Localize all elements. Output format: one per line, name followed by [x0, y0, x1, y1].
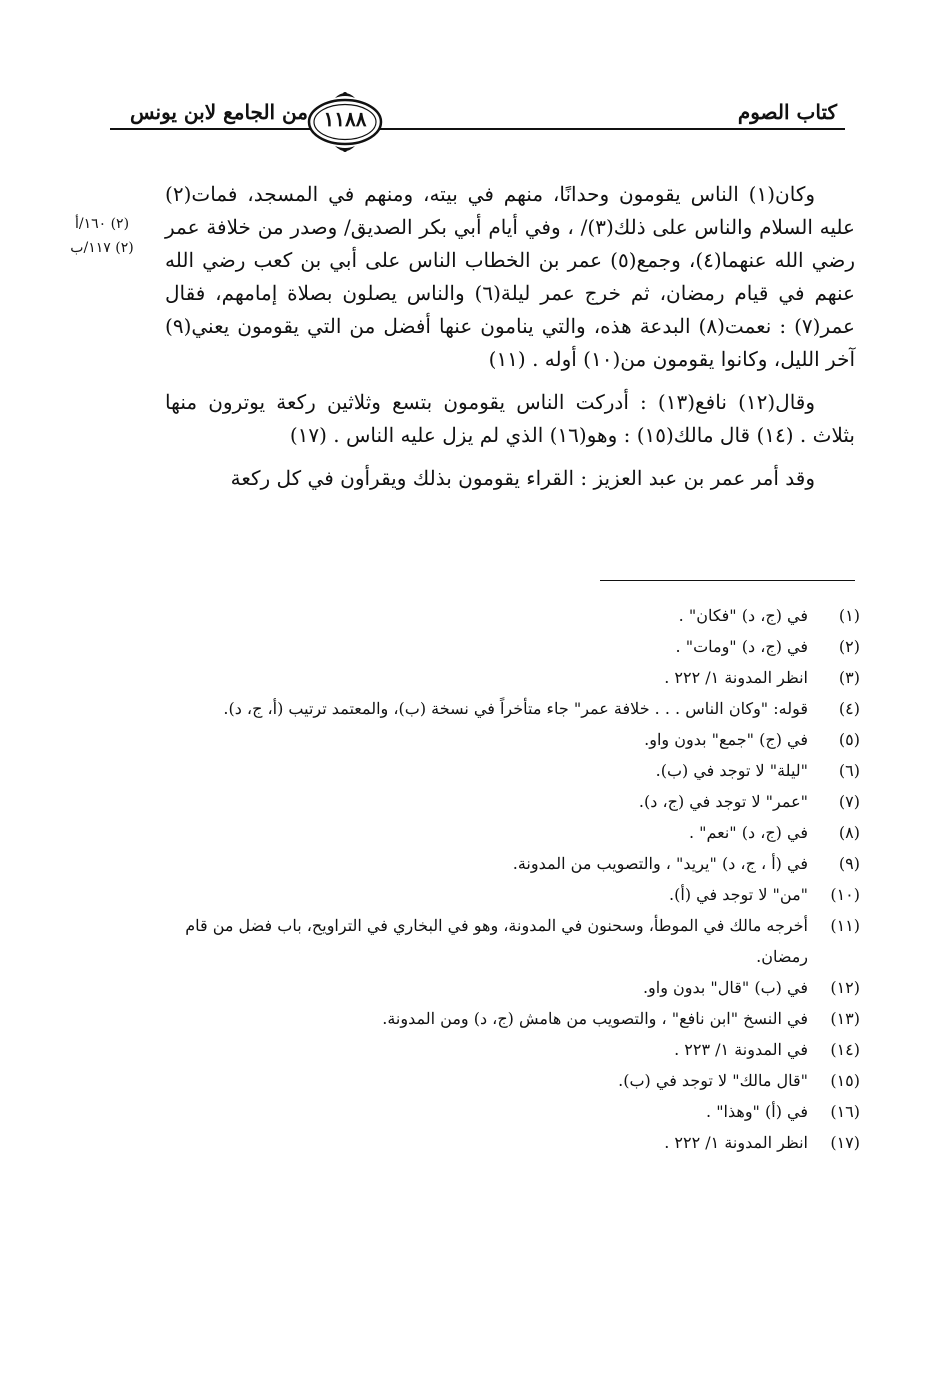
footnote-number: (١٧): [830, 1133, 860, 1152]
footnote-number: (١٦): [830, 1102, 860, 1121]
footnote-number: (١٠): [830, 885, 860, 904]
main-text: [165, 178, 855, 505]
footnote-text: في (ج، د) "نعم" .: [688, 823, 808, 842]
footnote-text: "قال مالك" لا توجد في (ب).: [618, 1071, 808, 1090]
footnote-text: في (ج، د) "فكان" .: [678, 606, 808, 625]
footnote-text: "ليلة" لا توجد في (ب).: [655, 761, 808, 780]
paragraph-2: وقال(١٢) نافع(١٣) : أدركت الناس يقومون بتسع وثلاثين ركعة يوترون منها بثلاث . (١٤) قال مالك(١٥) : وهو(١٦) الذي لم يزل عليه الناس . (١٧): [165, 390, 855, 447]
footnote-number: (١): [838, 606, 860, 625]
page-number-medallion: [300, 86, 390, 156]
footnote-text: في النسخ "ابن نافع" ، والتصويب من هامش (ج، د) ومن المدونة.: [382, 1009, 808, 1028]
footnote-text: قوله: "وكان الناس . . . خلافة عمر" جاء متأخراً في نسخة (ب)، والمعتمد ترتيب (أ، ج، د).: [223, 699, 808, 718]
paragraph-1: وكان(١) الناس يقومون وحدانًا، منهم في بيته، ومنهم في المسجد، فمات(٢) عليه السلام والناس على ذلك(٣)/ ، وفي أيام أبي بكر الصديق/ وصدر من خلافة عمر رضي الله عنهما(٤)، وجمع(٥) عمر بن الخطاب الناس على أبي بن كعب رضي الله عنهم في قيام رمضان، ثم خرج عمر ليلة(٦) والناس يصلون بصلاة إمامهم، فقال عمر(٧) : نعمت(٨) البدعة هذه، والتي ينامون عنها أفضل من التي يقومون يعني(٩) آخر الليل، وكانوا يقومون من(١٠) أوله . (١١): [165, 182, 855, 371]
footnote-2: [160, 631, 860, 662]
footnote-12: [160, 972, 860, 1003]
footnote-text: "من" لا توجد في (أ).: [669, 885, 808, 904]
footnote-text: أخرجه مالك في الموطأ، وسحنون في المدونة، وهو في البخاري في التراويح، باب فضل من قام رمضان.: [185, 916, 808, 966]
footnotes-list: [160, 600, 860, 1158]
margin-ref-line-2: (٢) ١١٧/ب: [70, 240, 134, 256]
footnote-number: (١٥): [830, 1071, 860, 1090]
footnote-4: [160, 693, 860, 724]
footnote-number: (١٢): [830, 978, 860, 997]
footnote-text: في المدونة ١/ ٢٢٣ .: [674, 1040, 808, 1059]
footnote-number: (٩): [838, 854, 860, 873]
footnote-text: في (ج) "جمع" بدون واو.: [644, 730, 808, 749]
footnote-7: [160, 786, 860, 817]
margin-manuscript-ref: [52, 212, 152, 260]
footnote-14: [160, 1034, 860, 1065]
footnote-1: [160, 600, 860, 631]
footnote-8: [160, 817, 860, 848]
footnote-17: [160, 1127, 860, 1158]
footnote-text: انظر المدونة ١/ ٢٢٢ .: [664, 668, 808, 687]
footnote-number: (٣): [838, 668, 860, 687]
footnote-13: [160, 1003, 860, 1034]
footnote-6: [160, 755, 860, 786]
footnote-15: [160, 1065, 860, 1096]
footnote-number: (٥): [838, 730, 860, 749]
footnote-3: [160, 662, 860, 693]
margin-ref-line-1: (٢) ١٦٠/أ: [74, 216, 130, 232]
page-number: ١١٨٨: [323, 107, 367, 131]
footnote-text: في (ج، د) "ومات" .: [675, 637, 808, 656]
footnote-number: (٢): [838, 637, 860, 656]
paragraph-3: وقد أمر عمر بن عبد العزيز : القراء يقومون بذلك ويقرأون في كل ركعة: [230, 466, 815, 490]
footnote-16: [160, 1096, 860, 1127]
footnote-number: (٤): [838, 699, 860, 718]
footnote-text: في (أ) "وهذا" .: [706, 1102, 808, 1121]
header-book-title: من الجامع لابن يونس: [130, 100, 308, 124]
footnote-text: في (ب) "قال" بدون واو.: [642, 978, 808, 997]
footnote-number: (١٣): [830, 1009, 860, 1028]
footnote-number: (١١): [830, 916, 860, 935]
footnote-number: (٦): [838, 761, 860, 780]
footnote-separator: [600, 580, 855, 581]
header-chapter-title: كتاب الصوم: [737, 100, 837, 124]
header-rule: [110, 128, 845, 130]
footnote-text: انظر المدونة ١/ ٢٢٢ .: [664, 1133, 808, 1152]
footnote-5: [160, 724, 860, 755]
footnote-text: في (أ ، ج، د) "يريد" ، والتصويب من المدونة.: [512, 854, 808, 873]
running-header: [110, 92, 845, 162]
footnote-number: (١٤): [830, 1040, 860, 1059]
footnote-number: (٧): [838, 792, 860, 811]
footnote-number: (٨): [838, 823, 860, 842]
footnote-text: "عمر" لا توجد في (ج، د).: [638, 792, 808, 811]
footnote-10: [160, 879, 860, 910]
footnote-11: [160, 910, 860, 972]
footnote-9: [160, 848, 860, 879]
